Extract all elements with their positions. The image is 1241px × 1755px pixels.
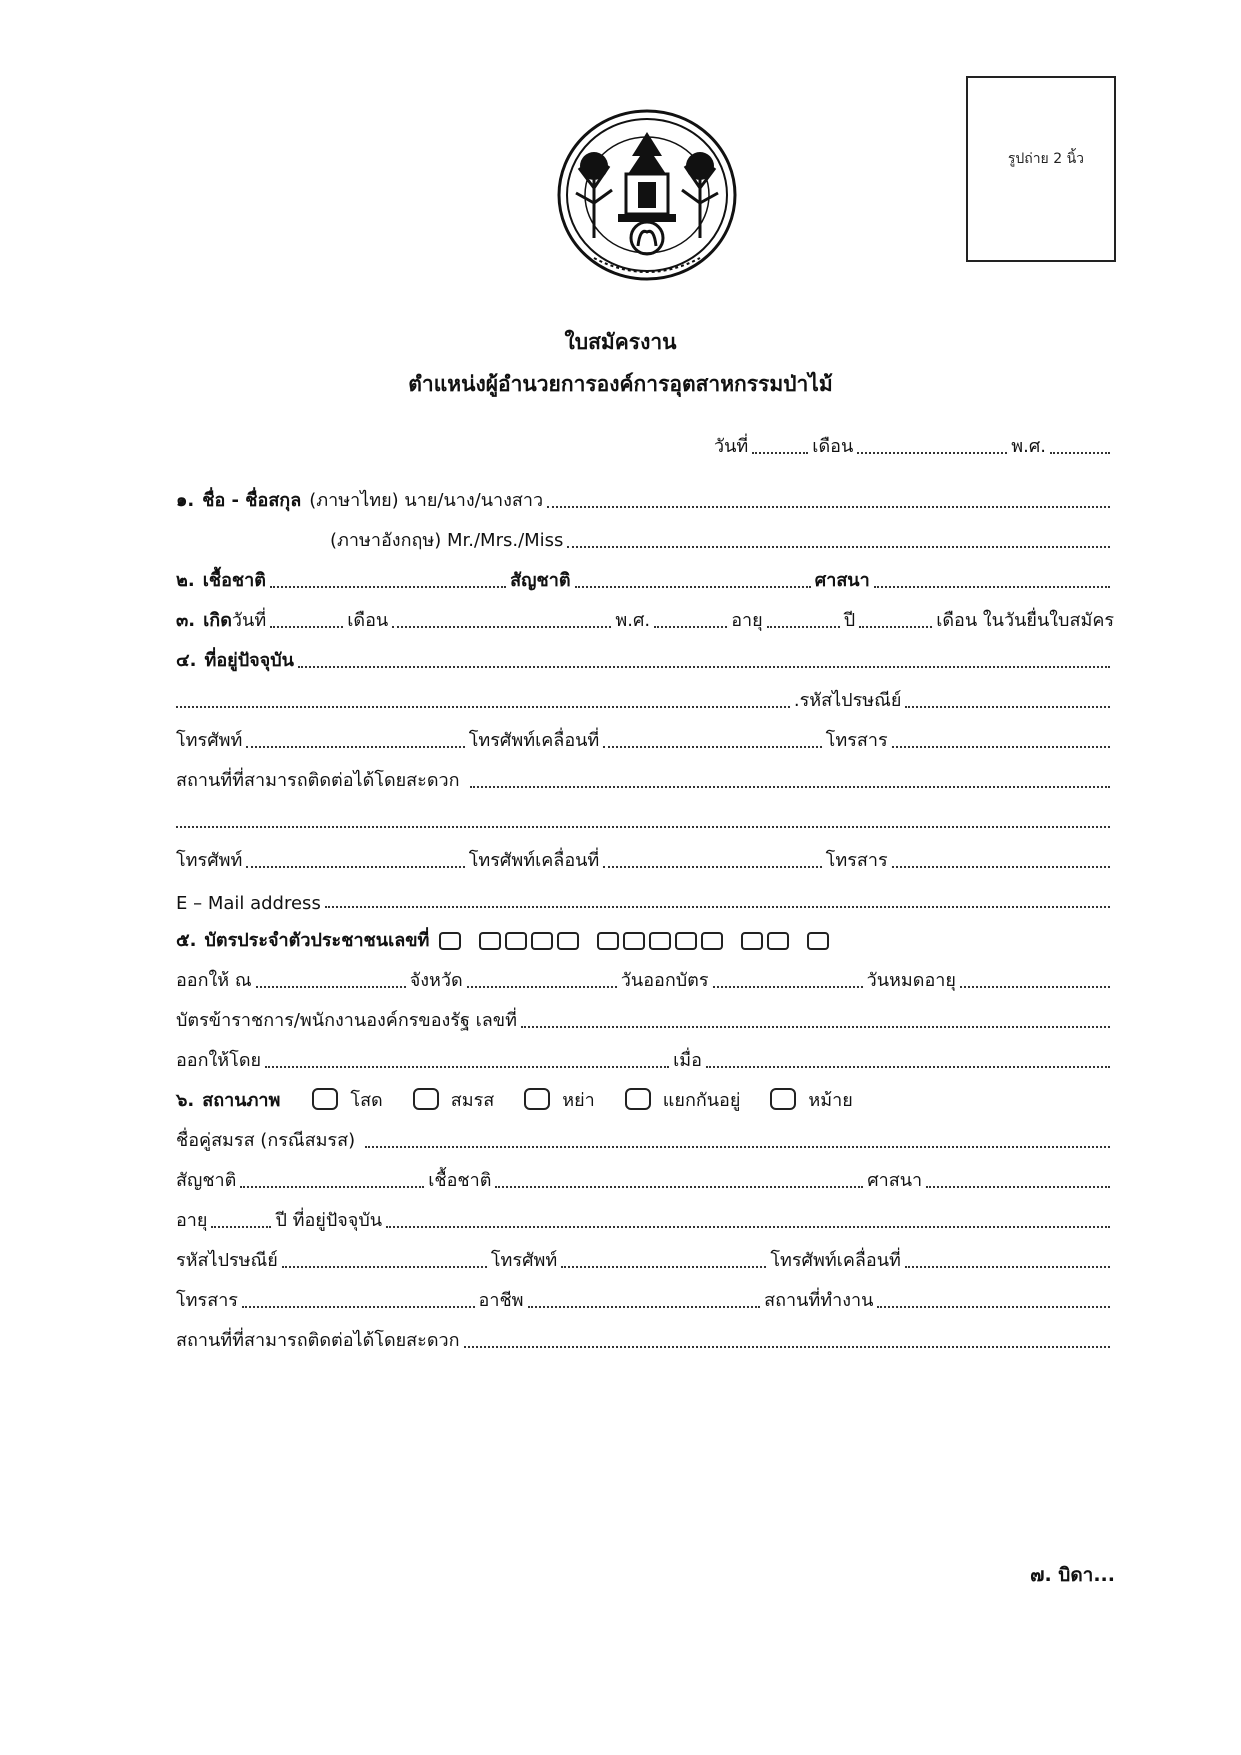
name-english-field[interactable] (567, 546, 1110, 548)
spouse-name-label: ชื่อคู่สมรส (กรณีสมรส) (176, 1130, 356, 1151)
checkbox-icon[interactable] (625, 1088, 651, 1110)
section-6-number: ๖. (176, 1090, 195, 1111)
status-option-label: แยกกันอยู่ (662, 1090, 741, 1111)
spouse-ethnicity-field[interactable] (495, 1186, 863, 1188)
phone-field[interactable] (246, 746, 464, 748)
email-line (176, 878, 1114, 914)
age-years-field[interactable] (767, 626, 840, 628)
section-5-number: ๕. (176, 930, 197, 951)
issue-date-field[interactable] (713, 986, 863, 988)
spouse-contact-label: สถานที่ที่สามารถติดต่อได้โดยสะดวก (176, 1330, 460, 1351)
contact-place-field[interactable] (470, 786, 1110, 788)
status-option-single[interactable] (312, 1085, 382, 1114)
id-card-label: บัตรประจำตัวประชาชนเลขที่ (204, 930, 430, 951)
birth-year-label: พ.ศ. (615, 610, 651, 631)
form-subtitle: ตำแหน่งผู้อำนวยการองค์การอุตสาหกรรมป่าไม้ (408, 372, 833, 396)
postcode-label: .รหัสไปรษณีย์ (793, 690, 902, 711)
id-digit-group-1 (437, 932, 463, 954)
name-thai-field[interactable] (547, 506, 1110, 508)
spouse-phone-label: โทรศัพท์ (490, 1250, 558, 1271)
when-label: เมื่อ (673, 1050, 702, 1071)
section-3-number: ๓. (176, 610, 196, 631)
address-continued-line (176, 678, 1114, 714)
id-digit-group-5 (805, 932, 831, 954)
date-month-label: เดือน (812, 436, 854, 457)
spouse-mobile-field[interactable] (905, 1266, 1110, 1268)
years-label: ปี (843, 610, 856, 631)
date-year-label: พ.ศ. (1011, 436, 1046, 457)
ethnicity-line (176, 558, 1114, 594)
status-option-divorced[interactable] (524, 1085, 595, 1114)
born-label: เกิด (203, 610, 232, 631)
spouse-occupation-label: อาชีพ (478, 1290, 524, 1311)
born-day-label: วันที่ (231, 610, 267, 631)
spouse-nationality-line (176, 1158, 1114, 1194)
province-field[interactable] (467, 986, 617, 988)
address-field[interactable] (298, 666, 1110, 668)
issue-date-label: วันออกบัตร (620, 970, 709, 991)
id-digit-box[interactable] (623, 932, 645, 950)
fax-label: โทรสาร (825, 730, 888, 751)
id-digit-box[interactable] (439, 932, 461, 950)
issued-by-line (176, 1038, 1114, 1074)
spouse-name-line (176, 1118, 1114, 1154)
spouse-ethnicity-label: เชื้อชาติ (428, 1170, 492, 1191)
id-digit-box[interactable] (557, 932, 579, 950)
id-digit-box[interactable] (767, 932, 789, 950)
mobile-label: โทรศัพท์เคลื่อนที่ (468, 730, 600, 751)
contact-mobile-label: โทรศัพท์เคลื่อนที่ (468, 850, 600, 871)
contact-place-continued-line (176, 798, 1114, 834)
issued-at-label: ออกให้ ณ (176, 970, 252, 991)
birth-day-field[interactable] (270, 626, 343, 628)
spouse-postcode-label: รหัสไปรษณีย์ (176, 1250, 278, 1271)
issued-by-label: ออกให้โดย (176, 1050, 262, 1071)
contact-place-field-2[interactable] (176, 826, 1110, 828)
id-digit-box[interactable] (675, 932, 697, 950)
date-day-label: วันที่ (714, 436, 749, 457)
contact-phone-line (176, 838, 1114, 874)
id-digit-box[interactable] (531, 932, 553, 950)
months-suffix: เดือน ในวันยื่นใบสมัคร (936, 610, 1115, 631)
name-thai-hint: (ภาษาไทย) นาย/นาง/นางสาว (309, 490, 544, 511)
issued-at-field[interactable] (256, 986, 406, 988)
email-field[interactable] (325, 906, 1110, 908)
section-4-number: ๔. (176, 650, 197, 671)
photo-label: รูปถ่าย 2 นิ้ว (1007, 151, 1084, 167)
status-option-label: โสด (350, 1090, 383, 1111)
ethnicity-label: เชื้อชาติ (202, 570, 266, 591)
spouse-address-label: ปี ที่อยู่ปัจจุบัน (275, 1210, 383, 1231)
fax-field[interactable] (892, 746, 1110, 748)
spouse-religion-field[interactable] (926, 1186, 1110, 1188)
issued-by-field[interactable] (265, 1066, 669, 1068)
marital-status-label: สถานภาพ (202, 1090, 281, 1111)
spouse-fax-field[interactable] (242, 1306, 475, 1308)
spouse-name-field[interactable] (365, 1146, 1110, 1148)
spouse-nationality-label: สัญชาติ (176, 1170, 237, 1191)
status-option-separated[interactable] (625, 1085, 741, 1114)
age-months-field[interactable] (859, 626, 932, 628)
birth-line (176, 598, 1114, 634)
expiry-label: วันหมดอายุ (866, 970, 956, 991)
status-option-label: หม้าย (808, 1090, 853, 1111)
nationality-field[interactable] (575, 586, 811, 588)
spouse-nationality-field[interactable] (240, 1186, 424, 1188)
spouse-mobile-label: โทรศัพท์เคลื่อนที่ (770, 1250, 901, 1271)
section-2-number: ๒. (176, 570, 195, 591)
address-field-2[interactable] (176, 706, 790, 708)
religion-field[interactable] (874, 586, 1110, 588)
spouse-phone-field[interactable] (561, 1266, 766, 1268)
contact-fax-field[interactable] (892, 866, 1110, 868)
id-digit-box[interactable] (649, 932, 671, 950)
gov-card-label: บัตรข้าราชการ/พนักงานองค์กรของรัฐ เลขที่ (176, 1010, 517, 1031)
checkbox-icon[interactable] (770, 1088, 796, 1110)
name-thai-line (176, 478, 1114, 514)
spouse-workplace-field[interactable] (877, 1306, 1110, 1308)
status-option-widowed[interactable] (770, 1085, 852, 1114)
when-field[interactable] (706, 1066, 1110, 1068)
status-option-married[interactable] (413, 1085, 495, 1114)
name-english-hint: (ภาษาอังกฤษ) Mr./Mrs./Miss (330, 530, 564, 551)
contact-phone-field[interactable] (246, 866, 464, 868)
marital-status-line (176, 1078, 1114, 1114)
status-option-label: หย่า (562, 1090, 595, 1111)
next-section-indicator: ๗. บิดา... (1030, 1564, 1115, 1586)
spouse-address-field[interactable] (386, 1226, 1110, 1228)
nationality-label: สัญชาติ (510, 570, 571, 591)
status-option-label: สมรส (450, 1090, 495, 1111)
id-digit-box[interactable] (505, 932, 527, 950)
date-day-field[interactable] (752, 452, 808, 454)
spouse-contact-field[interactable] (464, 1346, 1110, 1348)
photo-placeholder-box (966, 76, 1116, 262)
id-digit-group-3 (595, 932, 725, 954)
date-line (700, 424, 1114, 460)
gov-card-field[interactable] (521, 1026, 1110, 1028)
address-label: ที่อยู่ปัจจุบัน (204, 650, 294, 671)
province-label: จังหวัด (409, 970, 463, 991)
id-digit-box[interactable] (807, 932, 829, 950)
mobile-field[interactable] (603, 746, 821, 748)
spouse-occupation-field[interactable] (528, 1306, 761, 1308)
form-title: ใบสมัครงาน (564, 330, 677, 354)
id-digit-box[interactable] (597, 932, 619, 950)
forest-industry-organization-seal-icon (554, 108, 740, 282)
date-month-field[interactable] (857, 452, 1007, 454)
id-digit-box[interactable] (741, 932, 763, 950)
contact-mobile-field[interactable] (603, 866, 821, 868)
spouse-age-field[interactable] (211, 1226, 271, 1228)
spouse-postcode-line (176, 1238, 1114, 1274)
expiry-field[interactable] (960, 986, 1110, 988)
spouse-work-line (176, 1278, 1114, 1314)
checkbox-icon[interactable] (524, 1088, 550, 1110)
contact-place-line (176, 758, 1114, 794)
checkbox-icon[interactable] (312, 1088, 338, 1110)
gov-card-line (176, 998, 1114, 1034)
religion-label: ศาสนา (814, 570, 870, 591)
contact-fax-label: โทรสาร (825, 850, 888, 871)
contact-phone-label: โทรศัพท์ (176, 850, 243, 871)
ethnicity-field[interactable] (270, 586, 506, 588)
age-label: อายุ (731, 610, 763, 631)
address-line (176, 638, 1114, 674)
section-1-number: ๑. (176, 490, 195, 511)
postcode-field[interactable] (905, 706, 1110, 708)
spouse-workplace-label: สถานที่ทำงาน (764, 1290, 874, 1311)
date-year-field[interactable] (1050, 452, 1110, 454)
id-digit-group-4 (739, 932, 791, 954)
spouse-contact-line (176, 1318, 1114, 1354)
phone-line (176, 718, 1114, 754)
spouse-postcode-field[interactable] (282, 1266, 487, 1268)
contact-place-label: สถานที่ที่สามารถติดต่อได้โดยสะดวก (176, 770, 460, 791)
spouse-fax-label: โทรสาร (176, 1290, 238, 1311)
email-label: E – Mail address (176, 893, 321, 914)
birth-month-field[interactable] (392, 626, 611, 628)
spouse-age-label: อายุ (176, 1210, 208, 1231)
birth-year-field[interactable] (654, 626, 727, 628)
checkbox-icon[interactable] (413, 1088, 439, 1110)
phone-label: โทรศัพท์ (176, 730, 243, 751)
spouse-age-line (176, 1198, 1114, 1234)
id-digit-box[interactable] (479, 932, 501, 950)
id-card-line (176, 918, 1114, 954)
id-digit-group-2 (477, 932, 581, 954)
section-1-label: ชื่อ - ชื่อสกุล (202, 490, 302, 511)
spouse-religion-label: ศาสนา (867, 1170, 923, 1191)
id-issue-line (176, 958, 1114, 994)
name-english-line (330, 518, 1114, 554)
id-digit-box[interactable] (701, 932, 723, 950)
birth-month-label: เดือน (347, 610, 389, 631)
